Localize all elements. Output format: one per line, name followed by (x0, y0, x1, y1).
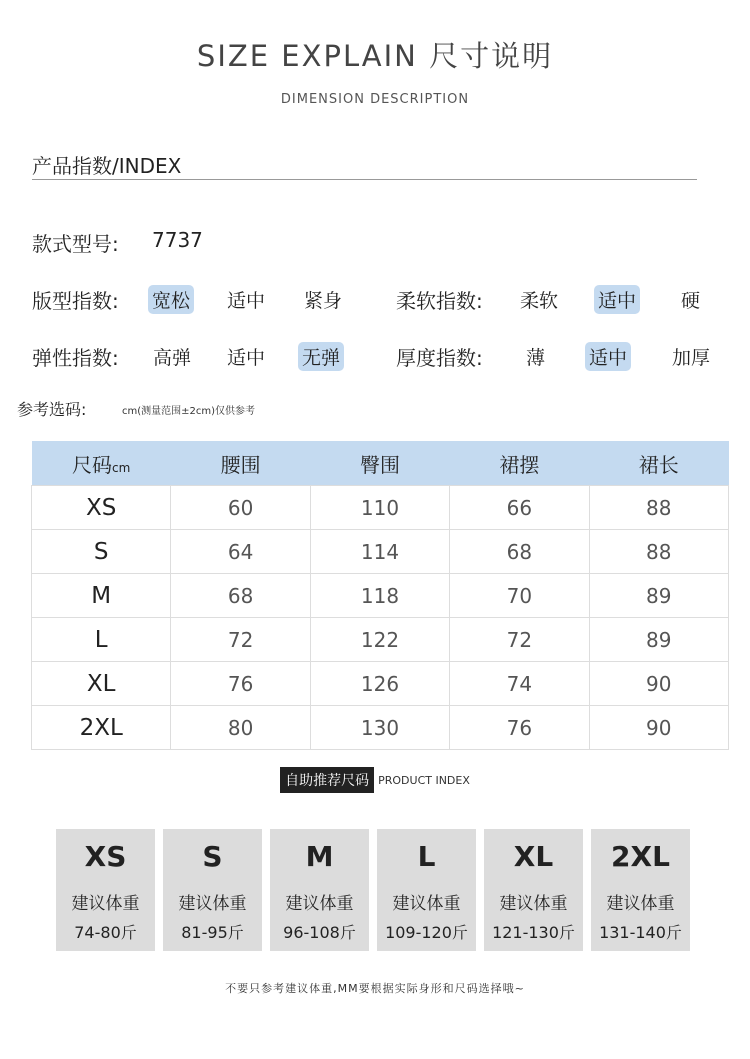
page-subtitle: DIMENSION DESCRIPTION (280, 92, 470, 107)
thickness-option-thick: 加厚 (672, 347, 711, 369)
card-weight: 121-130斤 (492, 923, 575, 942)
table-row (32, 486, 729, 530)
card-size: XS (84, 840, 127, 873)
card-weight: 74-80斤 (74, 923, 137, 942)
table-cell: 89 (589, 618, 728, 662)
softness-label: 柔软指数: (396, 289, 483, 313)
table-cell: 60 (171, 486, 310, 530)
card-weight: 81-95斤 (181, 923, 244, 942)
card-label: 建议体重 (606, 894, 675, 914)
elasticity-option-high: 高弹 (153, 347, 192, 369)
softness-option-hard: 硬 (681, 290, 701, 312)
fit-option-slim: 紧身 (304, 290, 343, 312)
table-cell: 90 (589, 662, 728, 706)
table-cell: 68 (171, 574, 310, 618)
table-cell: L (32, 618, 171, 662)
table-cell: 114 (310, 530, 449, 574)
model-label: 款式型号: (32, 232, 119, 256)
footer-note: 不要只参考建议体重,MM要根据实际身形和尺码选择哦~ (225, 982, 525, 995)
header-hip: 臀围 (310, 441, 449, 486)
table-row (32, 706, 729, 750)
table-cell: 66 (450, 486, 589, 530)
table-cell: 130 (310, 706, 449, 750)
card-label: 建议体重 (499, 894, 568, 914)
size-card-2xl (591, 829, 690, 951)
table-cell: 80 (171, 706, 310, 750)
table-row (32, 530, 729, 574)
header-size (32, 441, 171, 486)
card-size: 2XL (611, 840, 670, 873)
table-cell: 88 (589, 486, 728, 530)
index-heading: 产品指数/INDEX (32, 154, 182, 178)
size-card-xs (56, 829, 155, 951)
card-size: M (305, 840, 334, 873)
table-cell: 72 (171, 618, 310, 662)
size-table (31, 441, 729, 750)
card-weight: 131-140斤 (599, 923, 682, 942)
table-cell: M (32, 574, 171, 618)
page-title: SIZE EXPLAIN 尺寸说明 (196, 39, 554, 73)
card-size: XL (513, 840, 554, 873)
card-label: 建议体重 (285, 894, 354, 914)
size-card-xl (484, 829, 583, 951)
table-row (32, 618, 729, 662)
card-weight: 96-108斤 (283, 923, 356, 942)
table-cell: 90 (589, 706, 728, 750)
thickness-label: 厚度指数: (396, 346, 483, 370)
table-cell: XS (32, 486, 171, 530)
softness-option-soft: 柔软 (520, 290, 559, 312)
table-cell: 74 (450, 662, 589, 706)
card-label: 建议体重 (178, 894, 247, 914)
size-card-l (377, 829, 476, 951)
table-cell: 88 (589, 530, 728, 574)
thickness-option-thin: 薄 (526, 347, 546, 369)
header-waist: 腰围 (171, 441, 310, 486)
softness-option-medium: 适中 (594, 285, 640, 314)
thickness-option-medium: 适中 (585, 342, 631, 371)
elasticity-label: 弹性指数: (32, 346, 119, 370)
table-cell: 68 (450, 530, 589, 574)
table-cell: S (32, 530, 171, 574)
size-card-s (163, 829, 262, 951)
table-cell: 2XL (32, 706, 171, 750)
fit-label: 版型指数: (32, 289, 119, 313)
header-length: 裙长 (589, 441, 728, 486)
header-hem: 裙摆 (450, 441, 589, 486)
table-cell: 64 (171, 530, 310, 574)
table-cell: 122 (310, 618, 449, 662)
reference-note: cm(测量范围±2cm)仅供参考 (122, 406, 256, 417)
table-cell: XL (32, 662, 171, 706)
table-cell: 118 (310, 574, 449, 618)
table-cell: 126 (310, 662, 449, 706)
recommend-heading (0, 767, 750, 793)
table-cell: 76 (450, 706, 589, 750)
table-header-row (32, 441, 729, 486)
card-label: 建议体重 (71, 894, 140, 914)
header-unit: cm (112, 460, 131, 475)
table-cell: 89 (589, 574, 728, 618)
divider (32, 179, 697, 180)
fit-option-loose: 宽松 (148, 285, 194, 314)
reference-label: 参考选码: (17, 400, 87, 419)
table-cell: 76 (171, 662, 310, 706)
table-row (32, 574, 729, 618)
fit-option-regular: 适中 (227, 290, 266, 312)
recommend-label-en: PRODUCT INDEX (378, 774, 470, 787)
table-row (32, 662, 729, 706)
table-cell: 70 (450, 574, 589, 618)
model-value: 7737 (152, 228, 203, 252)
elasticity-option-none: 无弹 (298, 342, 344, 371)
header-size-label: 尺码 (72, 452, 113, 477)
table-cell: 72 (450, 618, 589, 662)
card-size: S (202, 840, 223, 873)
table-cell: 110 (310, 486, 449, 530)
card-label: 建议体重 (392, 894, 461, 914)
size-card-m (270, 829, 369, 951)
elasticity-option-medium: 适中 (227, 347, 266, 369)
recommend-label-cn: 自助推荐尺码 (280, 767, 374, 793)
card-size: L (417, 840, 436, 873)
card-weight: 109-120斤 (385, 923, 468, 942)
